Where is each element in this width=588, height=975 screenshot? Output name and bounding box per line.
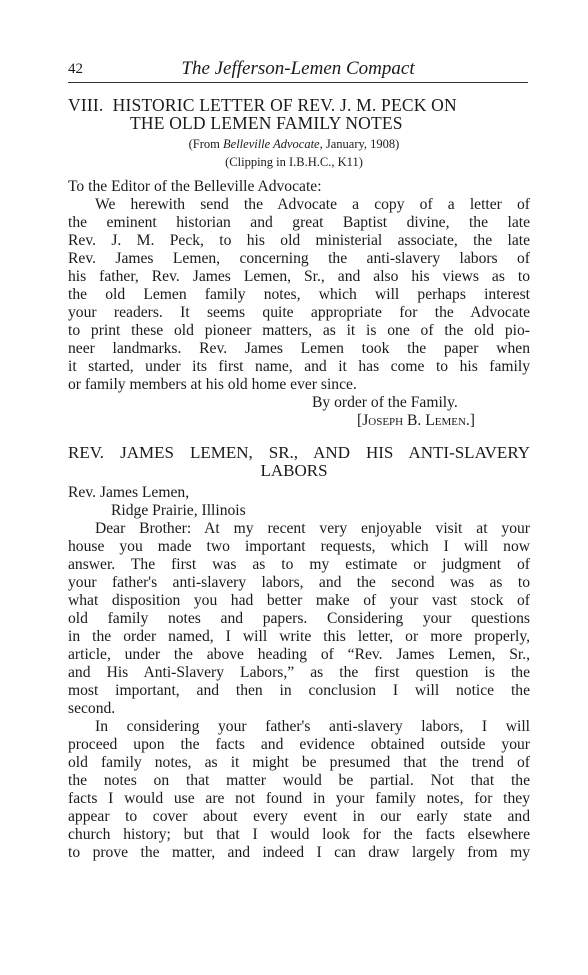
para2-line: church history; but that I would look for the facts elsewhere	[68, 826, 530, 843]
para1-line: second.	[68, 700, 116, 717]
para1-line: article, under the above heading of “Rev. James Lemen, Sr.,	[68, 646, 530, 663]
page-number: 42	[68, 61, 83, 77]
para1-line: Dear Brother: At my recent very enjoyable visit at your	[95, 520, 530, 537]
source-citation: (From Belleville Advocate, January, 1908)	[188, 137, 400, 151]
letter-heading-line1: REV. JAMES LEMEN, SR., AND HIS ANTI-SLAVERY	[68, 443, 530, 462]
editor-line: his father, Rev. James Lemen, Sr., and also his views as to	[68, 268, 530, 285]
para1-line: most important, and then in conclusion I will notice the	[68, 682, 530, 699]
clipping-citation: (Clipping in I.B.H.C., K11)	[225, 155, 363, 169]
editor-line: Rev. J. M. Peck, to his old ministerial associate, the late	[68, 232, 530, 249]
para2-line: to prove the matter, and indeed I can draw largely from my	[68, 844, 530, 861]
para1-line: your father's anti-slavery labors, and the second was as to	[68, 574, 530, 591]
para2-line: old family notes, as it might be presumed that the trend of	[68, 754, 530, 771]
para1-line: old family notes and papers. Considering your questions	[68, 610, 530, 627]
editor-line: or family members at his old home ever since.	[68, 376, 357, 393]
section-heading-line1: VIII. HISTORIC LETTER OF REV. J. M. PECK ON	[68, 95, 457, 115]
para2-line: facts I would use are not found in your family notes, for they	[68, 790, 530, 807]
para1-line: what disposition you had better make of your vast stock of	[68, 592, 530, 609]
signoff: By order of the Family.	[312, 394, 458, 411]
para2-line: In considering your father's anti-slavery labors, I will	[95, 718, 530, 735]
editor-line: Rev. James Lemen, concerning the anti-slavery labors of	[68, 250, 530, 267]
para2-line: proceed upon the facts and evidence obtained outside your	[68, 736, 530, 753]
editor-line: your readers. It seems quite appropriate for the Advocate	[68, 304, 530, 321]
para2-line: appear to cover about every event in our early state and	[68, 808, 530, 825]
editor-line: the old Lemen family notes, which will perhaps interest	[68, 286, 530, 303]
letter-heading-line2: LABORS	[260, 461, 328, 480]
editor-line: the eminent historian and great Baptist divine, the late	[68, 214, 530, 231]
header-rule	[68, 82, 528, 83]
para1-line: answer. The first was as to my estimate or judgment of	[68, 556, 530, 573]
addressee: Rev. James Lemen,	[68, 484, 190, 501]
para1-line: in the order named, I will write this letter, or more properly,	[68, 628, 530, 645]
running-header	[68, 58, 528, 82]
editor-line: to print these old pioneer matters, as it is one of the old pio-	[68, 322, 530, 339]
running-title: The Jefferson-Lemen Compact	[181, 58, 415, 79]
signature: [Joseph B. Lemen.]	[357, 412, 475, 429]
para1-line: and His Anti-Slavery Labors,” as the first question is the	[68, 664, 530, 681]
section-heading-line2: THE OLD LEMEN FAMILY NOTES	[130, 113, 403, 133]
address: Ridge Prairie, Illinois	[111, 502, 246, 519]
editor-line: neer landmarks. Rev. James Lemen took the paper when	[68, 340, 530, 357]
editor-salutation: To the Editor of the Belleville Advocate:	[68, 178, 322, 195]
para2-line: the notes on that matter would be partial. Not that the	[68, 772, 530, 789]
para1-line: house you made two important requests, which I will now	[68, 538, 530, 555]
editor-line: it started, under its first name, and it has come to his family	[68, 358, 530, 375]
editor-line: We herewith send the Advocate a copy of a letter of	[95, 196, 530, 213]
